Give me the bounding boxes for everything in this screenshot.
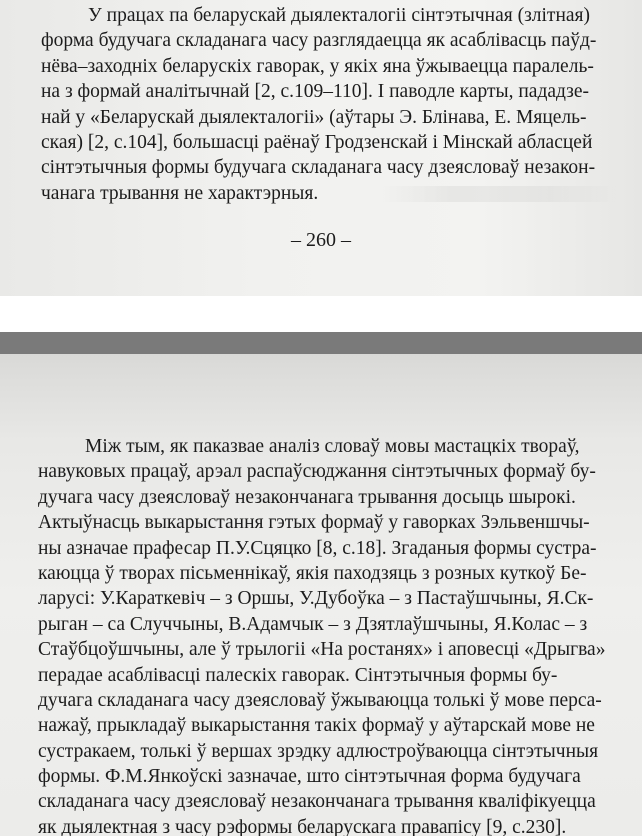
text-line: форма будучага складанага часу разглядаецца як асаблівасць пaўд- — [41, 30, 597, 52]
separator-band — [0, 332, 642, 354]
text-line: рыган – са Случчыны, В.Адамчык – з Дзятлаўшчыны, Я.Колас – з — [38, 613, 588, 635]
text-line: формы. Ф.М.Янкоўскі зазначае, што сінтэтычная форма будучага — [38, 766, 581, 788]
bottom-paragraph — [38, 434, 636, 836]
text-line: сустракаем, толькі ў вершах зрэдку адлюстроўваюцца сінтэтычныя — [38, 740, 599, 762]
top-page-fragment — [0, 0, 642, 296]
text-line: навуковых працаў, арэал распаўсюджання сінтэтычных формаў бу- — [38, 461, 596, 483]
text-line: У працах па беларускай дыялекталогіі сінтэтычная (злітная) — [88, 5, 590, 26]
text-line: на з формай аналітычнай [2, с.109–110]. І паводле карты, пададзе- — [41, 81, 590, 103]
text-line: ны азначае прафесар П.У.Сцяцко [8, с.18]. Згаданыя формы сустра- — [38, 537, 597, 559]
text-line: як дыялектная з часу рэформы беларускага правапісу [9, с.230]. — [38, 816, 567, 836]
page-gap — [0, 296, 642, 332]
text-line: Між тым, як паказвае аналіз словаў мовы мастацкіх твораў, — [85, 436, 580, 457]
text-line: ларусі: У.Караткевіч – з Оршы, У.Дубоўка – з Пастаўшчыны, Я.Ск- — [38, 588, 594, 610]
text-line: най у «Беларускай дыялекталогіі» (аўтары Э. Блінава, Е. Мяцель- — [41, 106, 587, 128]
text-line: Стаўбцоўшчыны, але ў трылогіі «На ростанях» і аповесці «Дрыгва» — [38, 639, 606, 661]
text-line: каюцца ў творах пісьменнікаў, якія паходзяць з розных куткоў Бе- — [38, 562, 587, 584]
text-line: чанага трывання не характэрныя. — [41, 182, 319, 204]
text-line: ская) [2, с.104], большасці раёнаў Гродзенскай і Мінскай абласцей — [41, 131, 593, 153]
text-line: складанага часу дзеясловаў незакончанага трывання кваліфікуецца — [38, 791, 596, 813]
text-line: нажаў, прыкладаў выкарыстання такіх формаў у аўтарскай мове не — [38, 715, 595, 737]
text-line: дучага складанага часу дзеясловаў ўжываюцца толькі ў мове персa- — [38, 689, 602, 711]
text-line: дучага часу дзеясловаў незакончанага трывання досыць шырокі. — [38, 486, 576, 508]
text-line: нёва–заходніх беларускіх гаворак, у якіх яна ўжываецца паралель- — [41, 55, 594, 77]
text-line: сінтэтычныя формы будучага складанага часу дзеясловаў незакон- — [41, 157, 596, 179]
bottom-page-fragment — [0, 354, 642, 836]
top-paragraph — [41, 3, 641, 206]
text-line: Актыўнасць выкарыстання гэтых формаў у гаворках Зэльвеншчы- — [38, 512, 590, 534]
page-number: – 260 – — [291, 229, 351, 251]
text-line: перадае асаблівасці палескіх гаворак. Сінтэтычныя формы бу- — [38, 664, 558, 686]
